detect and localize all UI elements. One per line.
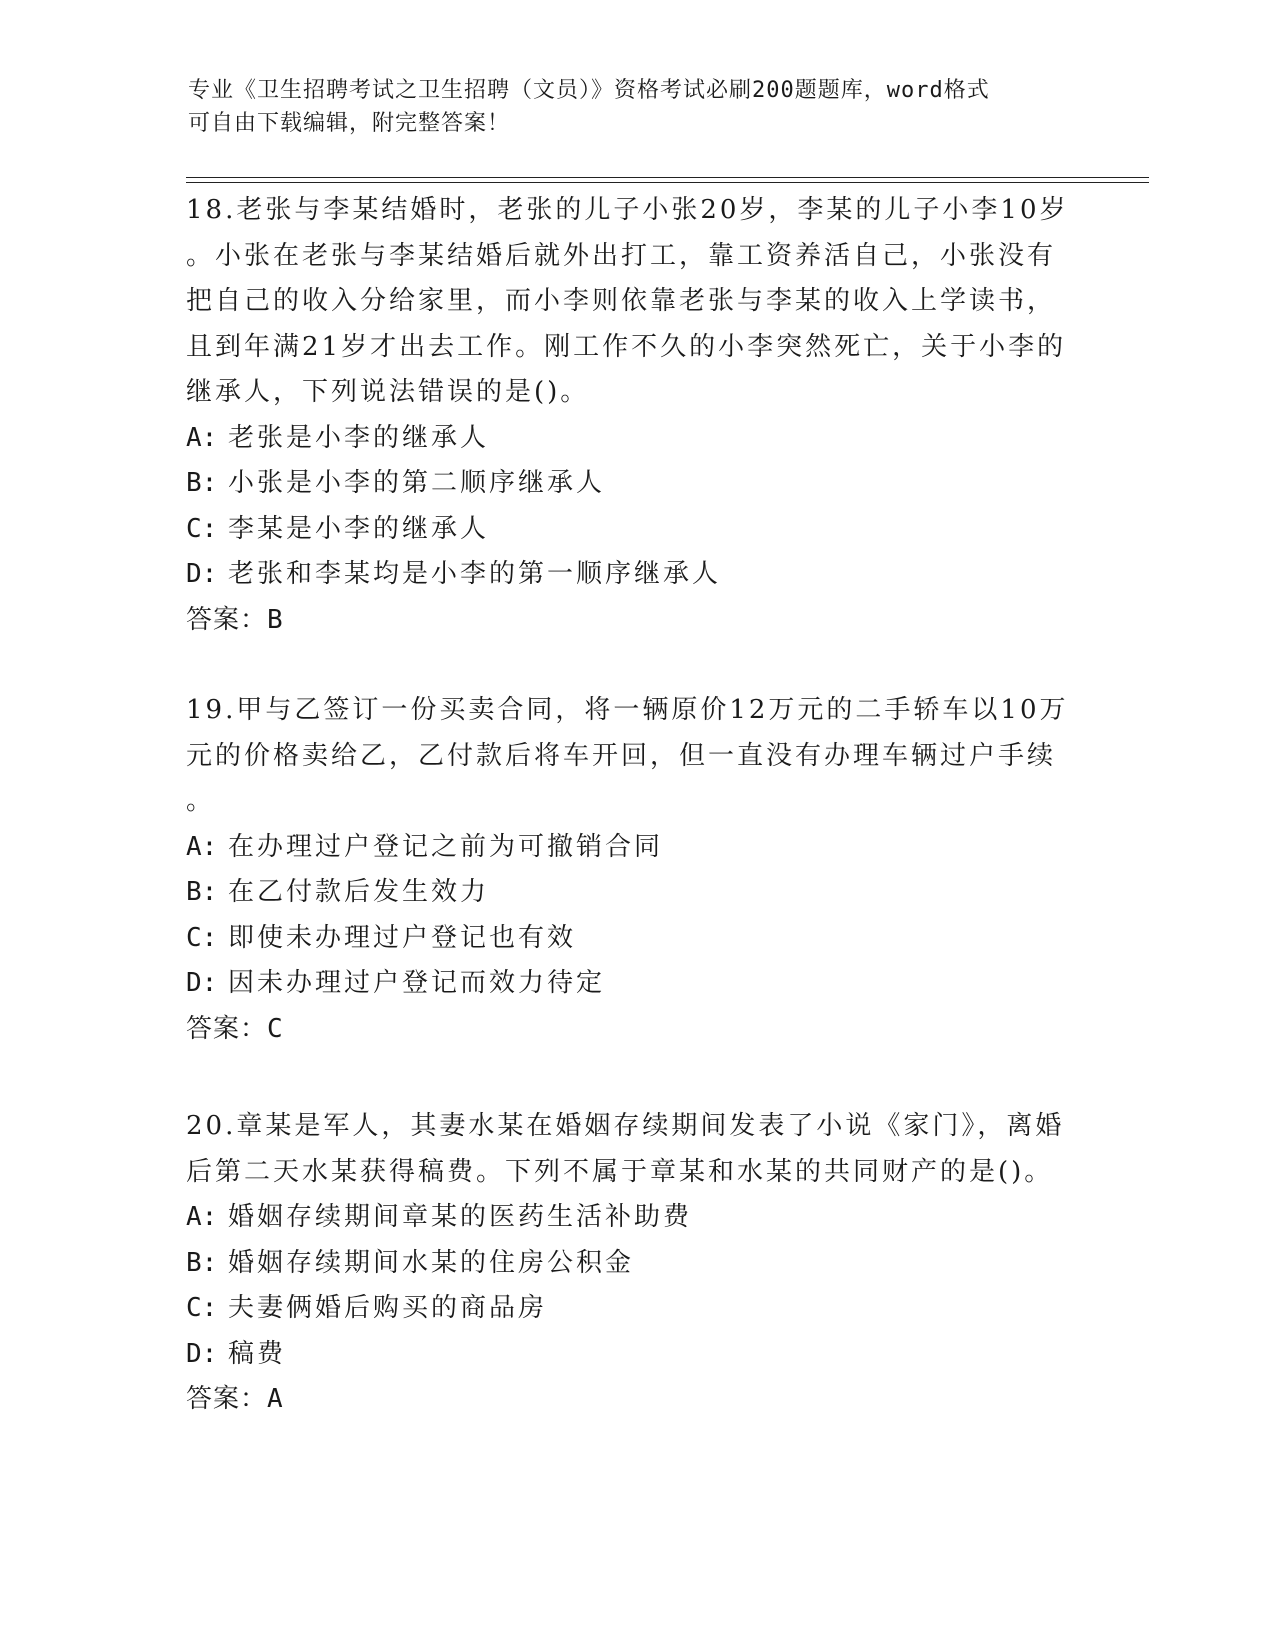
question-stem — [186, 688, 1086, 825]
question-18 — [186, 188, 1086, 643]
stem-line: 且到年满21岁才出去工作。刚工作不久的小李突然死亡，关于小李的 — [186, 331, 1067, 362]
option-c — [186, 916, 1086, 962]
option-letter: A: — [186, 422, 218, 453]
question-stem — [186, 188, 1086, 416]
option-text: 夫妻俩婚后购买的商品房 — [228, 1293, 548, 1323]
option-text: 因未办理过户登记而效力待定 — [228, 968, 606, 998]
option-text: 婚姻存续期间水某的住房公积金 — [228, 1247, 635, 1278]
header-rule-top — [186, 177, 1149, 178]
header-line-2: 可自由下载编辑，附完整答案！ — [188, 111, 511, 136]
option-text: 稿费 — [228, 1338, 287, 1369]
option-text: 在乙付款后发生效力 — [228, 877, 490, 907]
option-text: 李某是小李的继承人 — [228, 513, 490, 544]
option-a — [186, 825, 1086, 871]
option-letter: B: — [186, 877, 218, 907]
option-letter: B: — [186, 1247, 218, 1278]
answer-value: C — [267, 1013, 284, 1044]
answer-label: 答案： — [186, 604, 268, 635]
option-text: 在办理过户登记之前为可撤销合同 — [228, 831, 664, 862]
option-d — [186, 1332, 1086, 1378]
option-a — [186, 1195, 1086, 1241]
stem-line: 继承人，下列说法错误的是()。 — [186, 377, 590, 407]
option-b — [186, 870, 1086, 916]
option-b — [186, 461, 1086, 507]
option-text: 即使未办理过户登记也有效 — [228, 922, 577, 953]
stem-line: 19.甲与乙签订一份买卖合同，将一辆原价12万元的二手轿车以10万 — [186, 695, 1069, 725]
option-text: 老张是小李的继承人 — [228, 422, 490, 453]
answer-label: 答案： — [186, 1384, 268, 1414]
option-letter: D: — [186, 559, 218, 589]
option-letter: C: — [186, 1293, 218, 1323]
option-letter: C: — [186, 922, 218, 953]
header-rule-bottom — [186, 182, 1149, 183]
option-d — [186, 552, 1086, 598]
question-19 — [186, 688, 1086, 1052]
option-letter: D: — [186, 968, 218, 998]
answer — [186, 1007, 1086, 1053]
stem-line: 后第二天水某获得稿费。下列不属于章某和水某的共同财产的是()。 — [186, 1156, 1054, 1187]
question-20 — [186, 1104, 1086, 1423]
answer-value: A — [267, 1384, 284, 1414]
option-a — [186, 416, 1086, 462]
stem-line: 18.老张与李某结婚时，老张的儿子小张20岁，李某的儿子小李10岁 — [186, 195, 1069, 225]
option-letter: C: — [186, 513, 218, 544]
document-header — [188, 74, 1068, 140]
stem-line: 元的价格卖给乙，乙付款后将车开回，但一直没有办理车辆过户手续 — [186, 740, 1057, 771]
option-text: 老张和李某均是小李的第一顺序继承人 — [228, 559, 722, 589]
stem-line: 把自己的收入分给家里，而小李则依靠老张与李某的收入上学读书， — [186, 286, 1057, 316]
option-letter: B: — [186, 468, 218, 498]
option-letter: A: — [186, 1202, 218, 1232]
option-c — [186, 507, 1086, 553]
answer-label: 答案： — [186, 1013, 268, 1044]
option-text: 婚姻存续期间章某的医药生活补助费 — [228, 1202, 693, 1232]
answer-value: B — [267, 604, 284, 635]
stem-line: 20.章某是军人，其妻水某在婚姻存续期间发表了小说《家门》，离婚 — [186, 1111, 1065, 1141]
option-letter: A: — [186, 831, 218, 862]
answer — [186, 598, 1086, 644]
option-b — [186, 1241, 1086, 1287]
question-stem — [186, 1104, 1086, 1195]
option-d — [186, 961, 1086, 1007]
stem-line: 。小张在老张与李某结婚后就外出打工，靠工资养活自己，小张没有 — [186, 240, 1057, 271]
option-letter: D: — [186, 1338, 218, 1369]
stem-line: 。 — [186, 786, 216, 816]
option-c — [186, 1286, 1086, 1332]
header-line-1: 专业《卫生招聘考试之卫生招聘（文员）》资格考试必刷200题题库，word格式 — [188, 78, 990, 103]
option-text: 小张是小李的第二顺序继承人 — [228, 468, 606, 498]
answer — [186, 1377, 1086, 1423]
